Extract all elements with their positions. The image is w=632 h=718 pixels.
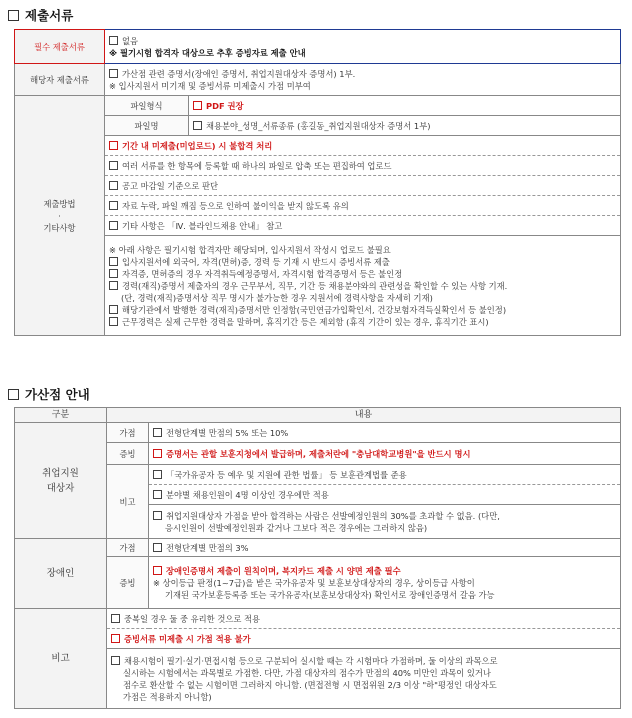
checkbox-icon [111,634,120,643]
veteran-remark-row: 분야별 채용인원이 4명 이상인 경우에만 적용 [15,485,621,505]
checkbox-icon [153,470,162,479]
disabled-proof-row: 증빙 장애인증명서 제출이 원칙이며, 복지카드 제출 시 양면 제출 필수 ※ 상이등급 판정(1~7급)을 받은 국가유공자 및 보훈보상대상자의 경우, 상이등급 사항이 기재된 국가보훈등록증 또는 국가유공자(보훈보상대상자) 확인서로 장애인증명서 갈음 가능 [15,557,621,609]
checkbox-icon [153,490,162,499]
file-name-label: 파일명 [105,116,189,136]
checkbox-icon [109,281,118,290]
proof-label: 증빙 [107,443,149,465]
checkbox-icon [109,181,118,190]
veteran-proof-row: 증빙 증명서는 관할 보훈지청에서 발급하며, 제출처란에 "충남대학교병원"을 반드시 명시 [15,443,621,465]
required-docs-content: 없음 ※ 필기시험 합격자 대상으로 추후 증빙자료 제출 안내 [105,30,621,64]
notes-block: ※ 아래 사항은 필기시험 합격자만 해당되며, 입사지원서 작성시 업로드 불필요 입사지원서에 외국어, 자격(면허)증, 경력 등 기재 시 반드시 증빙서류 제출 자격증, 면허증의 경우 자격취득예정증명서, 자격시험 합격증명서 등은 불인정 경력(재직)증명서 제출자의 경우 근무부서, 직무, 기간 등 채용분야와의 관련성을 확인할 수 있는 사항 기재. (단, 경력(재직)증명서상 직무 명시가 불가능한 경우 지원서에 경력사항을 자세히 기재) 해당기관에서 발행한 경력(재직)증명서만 인정함(국민연금가입확인서, 건강보험자격득실확인서 등 불인정) 근무경력은 실제 근무한 경력을 말하며, 휴직기간 등은 제외함 (휴직 기간이 있는 경우, 휴직기간 표시) [105,236,621,336]
checkbox-icon [109,221,118,230]
required-docs-row [15,30,621,64]
veteran-remark-row: 비고 「국가유공자 등 예우 및 지원에 관한 법률」 등 보훈관계법률 준용 [15,465,621,485]
file-format-value: PDF 권장 [189,96,621,116]
points-label: 가점 [107,539,149,557]
checkbox-icon [109,36,118,45]
applicable-docs-row [15,64,621,96]
checkbox-icon [109,269,118,278]
checkbox-icon [109,201,118,210]
note-row: 공고 마감일 기준으로 판단 [15,176,621,196]
checkbox-icon [153,566,162,575]
notes-block-row [15,236,621,336]
checkbox-icon [111,656,120,665]
file-format-label: 파일형식 [105,96,189,116]
remarks-row-label: 비고 [15,609,107,709]
note-row: 자료 누락, 파일 깨짐 등으로 인하여 불이익을 받지 않도록 유의 [15,196,621,216]
remarks-row: 증빙서류 미제출 시 가점 적용 불가 [15,629,621,649]
points-label: 가점 [107,423,149,443]
note-row: 기타 사항은 「Ⅳ. 블라인드채용 안내」 참고 [15,216,621,236]
checkbox-square-icon [8,389,19,400]
remarks-label: 비고 [107,465,149,539]
remarks-row: 비고 중복일 경우 둘 중 유리한 것으로 적용 [15,609,621,629]
checkbox-icon [109,305,118,314]
disabled-points-row: 장애인 가점 전형단계별 만점의 3% [15,539,621,557]
documents-table [14,29,621,336]
checkbox-icon [153,449,162,458]
checkbox-icon [193,121,202,130]
checkbox-icon [153,543,162,552]
checkbox-icon [109,141,118,150]
veteran-points-row: 취업지원 대상자 가점 전형단계별 만점의 5% 또는 10% [15,423,621,443]
header-content: 내용 [107,408,621,423]
veteran-remark-row: 취업지원대상자 가점을 받아 합격하는 사람은 선발예정인원의 30%를 초과할 수 없음. (다만, 응시인원이 선발예정인원과 같거나 그보다 적은 경우에는 그러하지 않음) [15,505,621,539]
checkbox-icon [111,614,120,623]
note-row: 기간 내 미제출(미업로드) 시 불합격 처리 [15,136,621,156]
disabled-label: 장애인 [15,539,107,609]
file-format-row [15,96,621,116]
checkbox-icon [109,317,118,326]
applicable-docs-label: 해당자 제출서류 [15,64,105,96]
required-docs-label: 필수 제출서류 [15,30,105,64]
submission-method-label: 제출방법 · 기타사항 [15,96,105,336]
checkbox-icon [109,69,118,78]
applicable-docs-content: 가산점 관련 증명서(장애인 증명서, 취업지원대상자 증명서) 1부. ※ 입사지원서 미기재 및 증빙서류 미제출시 가점 미부여 [105,64,621,96]
table-header-row [15,408,621,423]
section-title-bonus-points: 가산점 안내 [8,385,90,403]
section-title-documents: 제출서류 [8,6,73,24]
proof-label: 증빙 [107,557,149,609]
checkbox-icon [109,161,118,170]
remarks-row: 채용시험이 필기·실기·면접시험 등으로 구분되어 실시할 때는 각 시험마다 가점하며, 둘 이상의 과목으로 실시하는 시험에서는 과목별로 가점한. 다만, 가점 대상자의 점수가 만점의 40% 미만인 과목이 있거나 점수로 환산할 수 없는 시험이면 그러하지 아니함. (면접전형 시 면접위원 2/3 이상 "하"평정인 대상자도 가점은 적용하지 아니함) [15,649,621,709]
checkbox-icon [153,511,162,520]
header-category: 구분 [15,408,107,423]
veteran-label: 취업지원 대상자 [15,423,107,539]
file-name-value: 채용분야_성명_서류종류 (홍길동_취업지원대상자 증명서 1부) [189,116,621,136]
note-row: 여러 서류를 한 항목에 등록할 때 하나의 파일로 압축 또는 편집하여 업로드 [15,156,621,176]
file-name-row [15,116,621,136]
checkbox-icon [109,257,118,266]
checkbox-icon [193,101,202,110]
checkbox-square-icon [8,10,19,21]
bonus-points-table [14,407,621,709]
checkbox-icon [153,428,162,437]
